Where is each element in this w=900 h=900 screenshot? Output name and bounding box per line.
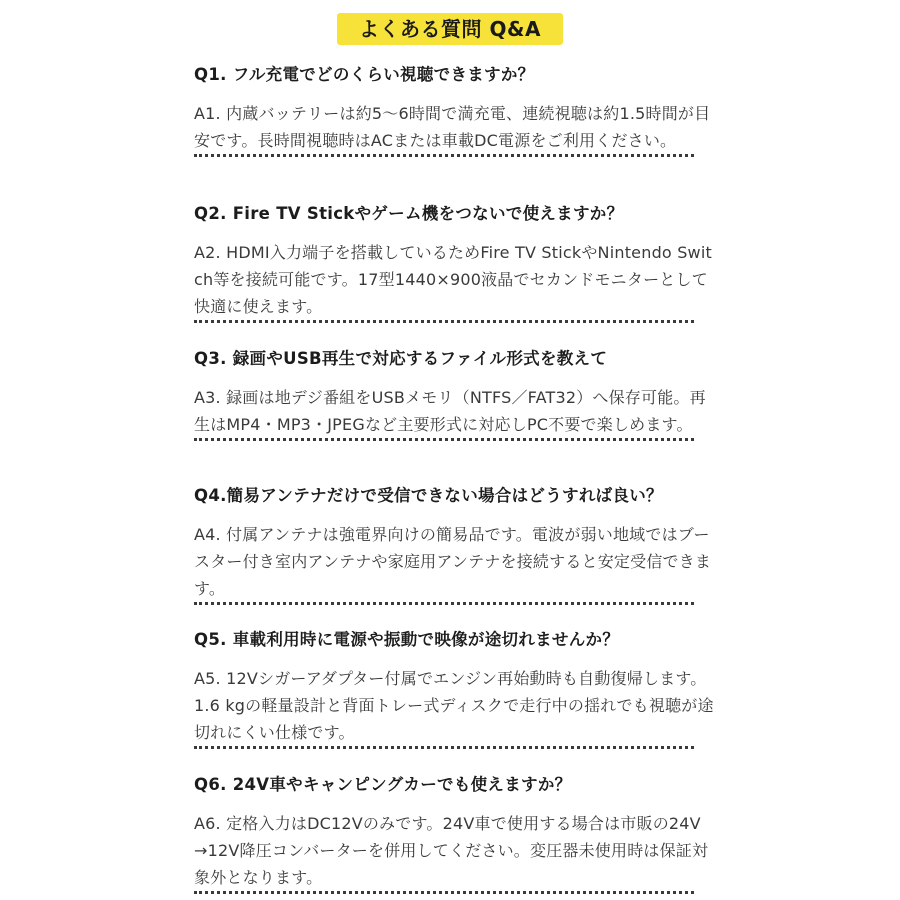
faq-question: Q6. 24V車やキャンピングカーでも使えますか？ <box>194 775 572 794</box>
faq-answer: A2. HDMI入力端子を搭載しているためFire TV StickやNintendo Switch等を接続可能です。17型1440×900液晶でセカンドモニターとして快適に使えます。 <box>194 243 712 316</box>
faq-item-5 <box>194 629 714 749</box>
dotted-divider <box>194 746 694 749</box>
page-title: よくある質問 Q&A <box>337 13 563 45</box>
dotted-divider <box>194 602 694 605</box>
faq-question: Q4.簡易アンテナだけで受信できない場合はどうすれば良い？ <box>194 486 663 505</box>
dotted-divider <box>194 438 694 441</box>
faq-answer: A5. 12Vシガーアダプター付属でエンジン再始動時も自動復帰します。1.6 kgの軽量設計と背面トレー式ディスクで走行中の揺れでも視聴が途切れにくい仕様です。 <box>194 669 714 742</box>
dotted-divider <box>194 891 694 894</box>
faq-question: Q1. フル充電でどのくらい視聴できますか？ <box>194 65 535 84</box>
faq-item-4 <box>194 485 714 605</box>
faq-item-6 <box>194 774 714 894</box>
faq-item-2 <box>194 203 714 323</box>
header <box>0 13 900 45</box>
faq-answer: A6. 定格入力はDC12Vのみです。24V車で使用する場合は市販の24V→12V降圧コンバーターを併用してください。変圧器未使用時は保証対象外となります。 <box>194 814 709 887</box>
dotted-divider <box>194 320 694 323</box>
faq-question: Q5. 車載利用時に電源や振動で映像が途切れませんか？ <box>194 630 620 649</box>
faq-answer: A1. 内蔵バッテリーは約5～6時間で満充電、連続視聴は約1.5時間が目安です。長時間視聴時はACまたは車載DC電源をご利用ください。 <box>194 104 711 150</box>
dotted-divider <box>194 154 694 157</box>
faq-question: Q2. Fire TV Stickやゲーム機をつないで使えますか？ <box>194 204 624 223</box>
faq-answer: A3. 録画は地デジ番組をUSBメモリ（NTFS／FAT32）へ保存可能。再生はMP4・MP3・JPEGなど主要形式に対応しPC不要で楽しめます。 <box>194 388 706 434</box>
faq-question: Q3. 録画やUSB再生で対応するファイル形式を教えて <box>194 349 608 368</box>
faq-answer: A4. 付属アンテナは強電界向けの簡易品です。電波が弱い地域ではブースター付き室内アンテナや家庭用アンテナを接続すると安定受信できます。 <box>194 525 712 598</box>
faq-item-1 <box>194 64 714 157</box>
faq-item-3 <box>194 348 714 441</box>
